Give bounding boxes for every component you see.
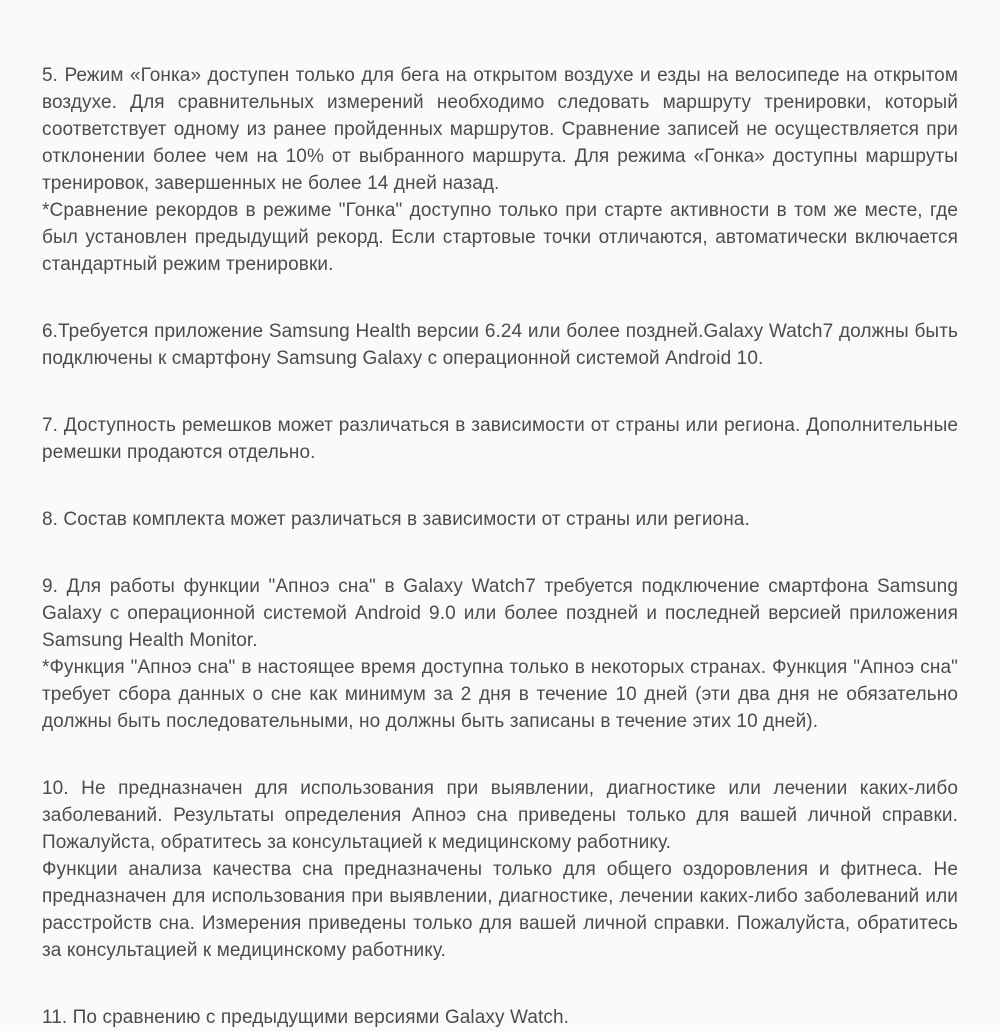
footnote-8-text: 8. Состав комплекта может различаться в зависимости от страны или региона. bbox=[42, 509, 750, 530]
footnote-6-text: 6.Требуется приложение Samsung Health версии 6.24 или более поздней.Galaxy Watch7 должны быть подключены к смартфону Samsung Galaxy с операционной системой Android 10. bbox=[42, 321, 958, 369]
footnote-10-text: 10. Не предназначен для использования при выявлении, диагностике или лечении каких-либо заболеваний. Результаты определения Апноэ сна приведены только для вашей личной справки. Пожалуйста, обратитесь за консультацией к медицинскому работнику. bbox=[42, 778, 958, 853]
footnote-10-continuation: Функции анализа качества сна предназначены только для общего оздоровления и фитнеса. Не предназначен для использования при выявлении, диагностике, лечении каких-либо заболеваний или расстройств сна. Измерения приведены только для вашей личной справки. Пожалуйста, обратитесь за консультацией к медицинскому работнику. bbox=[42, 859, 958, 961]
footnote-11-text: 11. По сравнению с предыдущими версиями Galaxy Watch. bbox=[42, 1007, 570, 1028]
footnote-10 bbox=[42, 775, 958, 964]
footnote-9 bbox=[42, 573, 958, 735]
footnote-5 bbox=[42, 62, 958, 278]
footnote-9-text: 9. Для работы функции "Апноэ сна" в Galaxy Watch7 требуется подключение смартфона Samsung Galaxy с операционной системой Android 9.0 или более поздней и последней версией приложения Samsung Health Monitor. bbox=[42, 576, 958, 651]
footnote-5-text: 5. Режим «Гонка» доступен только для бега на открытом воздухе и езды на велосипеде на открытом воздухе. Для сравнительных измерений необходимо следовать маршруту тренировки, который соответствует одному из ранее пройденных маршрутов. Сравнение записей не осуществляется при отклонении более чем на 10% от выбранного маршрута. Для режима «Гонка» доступны маршруты тренировок, завершенных не более 14 дней назад. bbox=[42, 65, 958, 194]
footnote-9-asterisk-note: *Функция "Апноэ сна" в настоящее время доступна только в некоторых странах. Функция "Апноэ сна" требует сбора данных о сне как минимум за 2 дня в течение 10 дней (эти два дня не обязательно должны быть последовательными, но должны быть записаны в течение этих 10 дней). bbox=[42, 657, 958, 732]
footnote-7 bbox=[42, 412, 958, 466]
footnote-11 bbox=[42, 1004, 958, 1031]
footnote-5-asterisk-note: *Сравнение рекордов в режиме "Гонка" доступно только при старте активности в том же месте, где был установлен предыдущий рекорд. Если стартовые точки отличаются, автоматически включается стандартный режим тренировки. bbox=[42, 200, 958, 275]
footnote-8 bbox=[42, 506, 958, 533]
footnote-6 bbox=[42, 318, 958, 372]
footnote-7-text: 7. Доступность ремешков может различаться в зависимости от страны или региона. Дополнительные ремешки продаются отдельно. bbox=[42, 415, 958, 463]
